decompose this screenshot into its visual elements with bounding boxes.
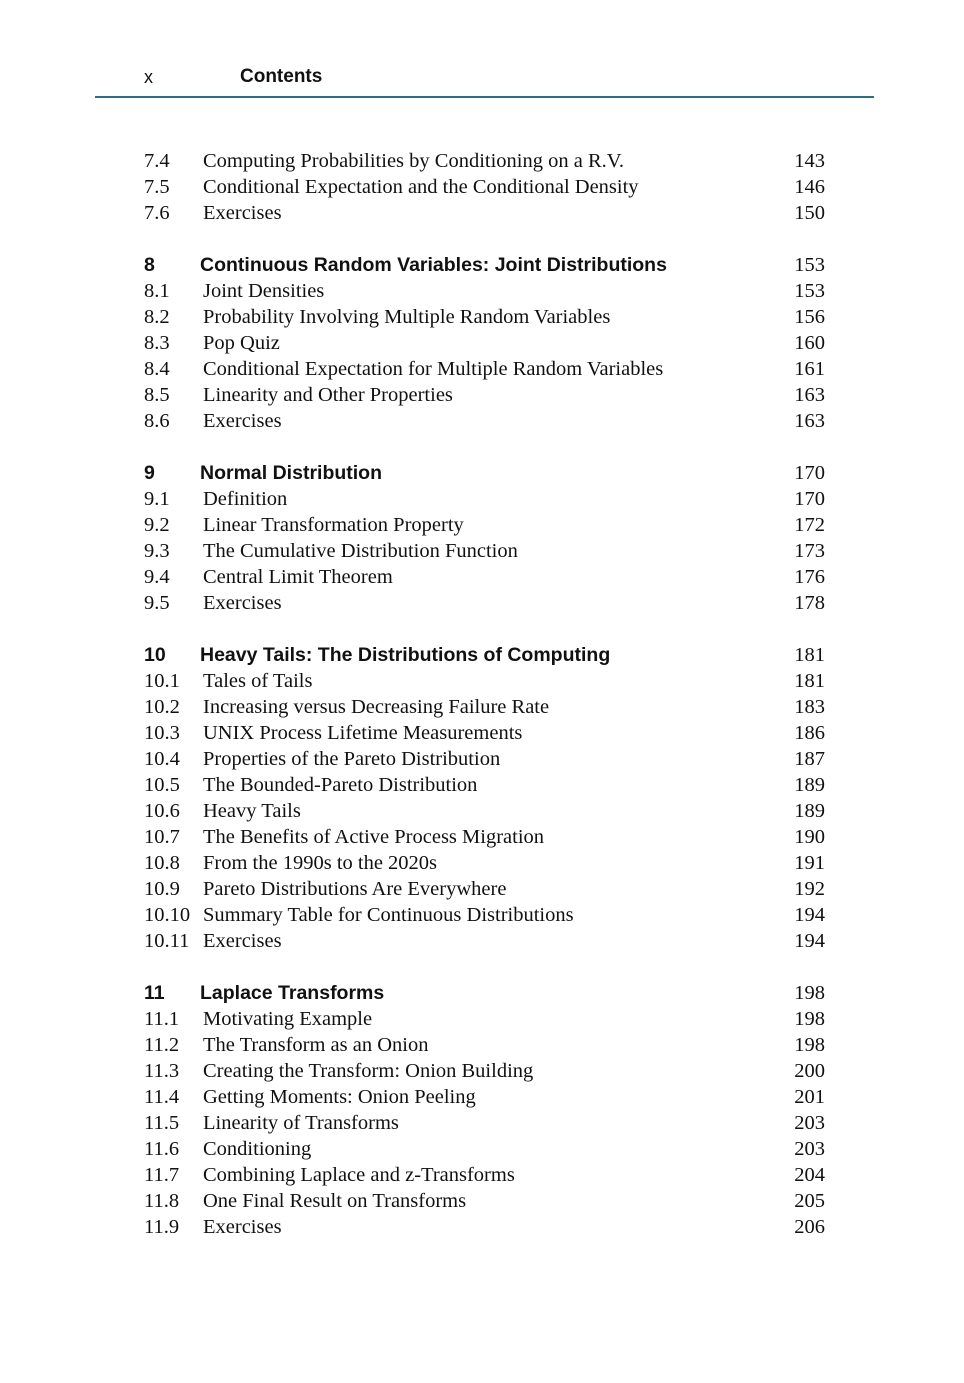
toc-entry-page: 203 — [794, 1112, 825, 1134]
toc-entry-number: 7.5 — [144, 176, 170, 198]
toc-entry-title: Exercises — [203, 410, 282, 432]
toc-section-row[interactable] — [0, 486, 964, 512]
toc-entry-page: 153 — [794, 254, 825, 276]
toc-entry-page: 189 — [794, 800, 825, 822]
toc-entry-title: The Cumulative Distribution Function — [203, 540, 518, 562]
toc-entry-number: 8 — [144, 254, 155, 276]
toc-chapter-row[interactable] — [0, 252, 964, 278]
toc-entry-title: Definition — [203, 488, 288, 510]
toc-entry-title: Exercises — [203, 1216, 282, 1238]
section-gap — [0, 616, 964, 642]
toc-entry-title: From the 1990s to the 2020s — [203, 852, 438, 874]
toc-entry-page: 176 — [794, 566, 825, 588]
toc-entry-page: 163 — [794, 410, 825, 432]
toc-section-row[interactable] — [0, 356, 964, 382]
toc-entry-title: Linearity and Other Properties — [203, 384, 453, 406]
toc-entry-number: 11 — [144, 982, 165, 1004]
toc-entry-page: 192 — [794, 878, 825, 900]
toc-section-row[interactable] — [0, 174, 964, 200]
toc-entry-number: 8.4 — [144, 358, 170, 380]
toc-section-row[interactable] — [0, 1214, 964, 1240]
toc-section-row[interactable] — [0, 694, 964, 720]
toc-section-row[interactable] — [0, 850, 964, 876]
section-gap — [0, 226, 964, 252]
toc-entry-page: 143 — [794, 150, 825, 172]
toc-entry-title: Conditioning — [203, 1138, 312, 1160]
toc-chapter-row[interactable] — [0, 460, 964, 486]
toc-entry-page: 194 — [794, 930, 825, 952]
toc-entry-number: 10.4 — [144, 748, 180, 770]
toc-section-row[interactable] — [0, 1110, 964, 1136]
toc-entry-page: 201 — [794, 1086, 825, 1108]
toc-entry-number: 8.6 — [144, 410, 170, 432]
toc-entry-page: 170 — [794, 488, 825, 510]
toc-entry-number: 8.3 — [144, 332, 170, 354]
toc-section-row[interactable] — [0, 304, 964, 330]
toc-section-row[interactable] — [0, 720, 964, 746]
toc-entry-number: 10.10 — [144, 904, 191, 926]
toc-entry-number: 11.8 — [144, 1190, 180, 1212]
toc-section-row[interactable] — [0, 148, 964, 174]
toc-entry-number: 10.3 — [144, 722, 180, 744]
toc-entry-number: 11.3 — [144, 1060, 180, 1082]
toc-entry-page: 156 — [794, 306, 825, 328]
toc-chapter-row[interactable] — [0, 642, 964, 668]
toc-section-row[interactable] — [0, 1136, 964, 1162]
toc-entry-title: Laplace Transforms — [200, 982, 385, 1004]
toc-entry-page: 191 — [794, 852, 825, 874]
toc-section-row[interactable] — [0, 1058, 964, 1084]
toc-entry-title: Central Limit Theorem — [203, 566, 393, 588]
toc-entry-page: 150 — [794, 202, 825, 224]
toc-entry-page: 170 — [794, 462, 825, 484]
section-gap — [0, 954, 964, 980]
toc-section-row[interactable] — [0, 200, 964, 226]
toc-section-row[interactable] — [0, 902, 964, 928]
toc-entry-number: 9.4 — [144, 566, 170, 588]
toc-entry-number: 11.5 — [144, 1112, 180, 1134]
toc-section-row[interactable] — [0, 798, 964, 824]
toc-entry-number: 9.1 — [144, 488, 170, 510]
toc-entry-number: 7.6 — [144, 202, 170, 224]
page-header — [0, 0, 964, 100]
toc-section-row[interactable] — [0, 408, 964, 434]
toc-entry-number: 10.2 — [144, 696, 180, 718]
toc-entry-title: Joint Densities — [203, 280, 325, 302]
toc-entry-number: 11.2 — [144, 1034, 180, 1056]
toc-entry-number: 8.5 — [144, 384, 170, 406]
toc-entry-title: Summary Table for Continuous Distributions — [203, 904, 574, 926]
toc-entry-title: Conditional Expectation and the Conditional Density — [203, 176, 639, 198]
toc-section-row[interactable] — [0, 538, 964, 564]
toc-entry-number: 9 — [144, 462, 155, 484]
toc-entry-page: 173 — [794, 540, 825, 562]
toc-entry-number: 9.5 — [144, 592, 170, 614]
toc-entry-page: 186 — [794, 722, 825, 744]
toc-section-row[interactable] — [0, 928, 964, 954]
toc-entry-page: 200 — [794, 1060, 825, 1082]
toc-entry-page: 183 — [794, 696, 825, 718]
toc-entry-title: Linearity of Transforms — [203, 1112, 399, 1134]
toc-entry-number: 10.7 — [144, 826, 180, 848]
toc-entry-number: 10 — [144, 644, 166, 666]
table-of-contents — [0, 148, 964, 1240]
toc-entry-number: 10.9 — [144, 878, 180, 900]
toc-section-row[interactable] — [0, 1084, 964, 1110]
toc-entry-page: 189 — [794, 774, 825, 796]
toc-section-row[interactable] — [0, 772, 964, 798]
toc-entry-page: 205 — [794, 1190, 825, 1212]
toc-section-row[interactable] — [0, 668, 964, 694]
toc-entry-page: 206 — [794, 1216, 825, 1238]
toc-entry-title: Combining Laplace and z-Transforms — [203, 1164, 515, 1186]
toc-entry-page: 204 — [794, 1164, 825, 1186]
toc-entry-title: Heavy Tails — [203, 800, 301, 822]
toc-entry-page: 181 — [794, 670, 825, 692]
toc-entry-title: The Transform as an Onion — [203, 1034, 429, 1056]
toc-entry-title: Pareto Distributions Are Everywhere — [203, 878, 507, 900]
toc-section-row[interactable] — [0, 564, 964, 590]
toc-entry-title: Creating the Transform: Onion Building — [203, 1060, 534, 1082]
toc-section-row[interactable] — [0, 746, 964, 772]
running-title: Contents — [240, 66, 323, 87]
toc-entry-page: 203 — [794, 1138, 825, 1160]
toc-entry-title: One Final Result on Transforms — [203, 1190, 467, 1212]
toc-entry-page: 161 — [794, 358, 825, 380]
toc-entry-title: Motivating Example — [203, 1008, 373, 1030]
toc-section-row[interactable] — [0, 876, 964, 902]
toc-entry-number: 10.1 — [144, 670, 180, 692]
toc-section-row[interactable] — [0, 512, 964, 538]
toc-entry-number: 10.11 — [144, 930, 190, 952]
toc-entry-number: 10.8 — [144, 852, 180, 874]
toc-entry-number: 10.5 — [144, 774, 180, 796]
toc-entry-number: 8.1 — [144, 280, 170, 302]
toc-entry-title: The Bounded-Pareto Distribution — [203, 774, 478, 796]
toc-entry-title: Linear Transformation Property — [203, 514, 464, 536]
toc-section-row[interactable] — [0, 330, 964, 356]
toc-section-row[interactable] — [0, 1162, 964, 1188]
toc-entry-page: 160 — [794, 332, 825, 354]
toc-entry-page: 163 — [794, 384, 825, 406]
toc-entry-number: 8.2 — [144, 306, 170, 328]
toc-entry-number: 11.1 — [144, 1008, 180, 1030]
toc-entry-title: Heavy Tails: The Distributions of Computing — [200, 644, 611, 666]
toc-entry-title: Exercises — [203, 202, 282, 224]
toc-entry-number: 11.6 — [144, 1138, 180, 1160]
toc-entry-page: 198 — [794, 982, 825, 1004]
toc-entry-number: 7.4 — [144, 150, 170, 172]
toc-entry-page: 190 — [794, 826, 825, 848]
toc-entry-title: Continuous Random Variables: Joint Distributions — [200, 254, 667, 276]
toc-section-row[interactable] — [0, 824, 964, 850]
toc-entry-title: Probability Involving Multiple Random Variables — [203, 306, 611, 328]
toc-entry-page: 194 — [794, 904, 825, 926]
toc-entry-page: 181 — [794, 644, 825, 666]
toc-entry-title: Exercises — [203, 592, 282, 614]
toc-entry-number: 9.2 — [144, 514, 170, 536]
toc-chapter-row[interactable] — [0, 980, 964, 1006]
toc-entry-page: 172 — [794, 514, 825, 536]
toc-entry-title: The Benefits of Active Process Migration — [203, 826, 545, 848]
toc-entry-title: Getting Moments: Onion Peeling — [203, 1086, 476, 1108]
toc-entry-number: 11.7 — [144, 1164, 180, 1186]
toc-entry-title: Properties of the Pareto Distribution — [203, 748, 501, 770]
toc-entry-title: Pop Quiz — [203, 332, 280, 354]
toc-entry-title: Normal Distribution — [200, 462, 383, 484]
toc-entry-page: 198 — [794, 1008, 825, 1030]
toc-entry-title: UNIX Process Lifetime Measurements — [203, 722, 523, 744]
page-number: x — [144, 67, 153, 87]
toc-entry-number: 10.6 — [144, 800, 180, 822]
toc-entry-title: Computing Probabilities by Conditioning on a R.V. — [203, 150, 625, 172]
toc-entry-page: 178 — [794, 592, 825, 614]
toc-entry-page: 153 — [794, 280, 825, 302]
toc-entry-page: 146 — [794, 176, 825, 198]
toc-entry-number: 11.9 — [144, 1216, 180, 1238]
section-gap — [0, 434, 964, 460]
header-rule — [95, 96, 874, 98]
toc-section-row[interactable] — [0, 382, 964, 408]
toc-entry-title: Exercises — [203, 930, 282, 952]
toc-entry-page: 187 — [794, 748, 825, 770]
toc-section-row[interactable] — [0, 1188, 964, 1214]
toc-entry-title: Conditional Expectation for Multiple Random Variables — [203, 358, 664, 380]
toc-section-row[interactable] — [0, 590, 964, 616]
toc-section-row[interactable] — [0, 1006, 964, 1032]
toc-entry-number: 11.4 — [144, 1086, 180, 1108]
toc-section-row[interactable] — [0, 1032, 964, 1058]
toc-section-row[interactable] — [0, 278, 964, 304]
toc-entry-page: 198 — [794, 1034, 825, 1056]
toc-entry-number: 9.3 — [144, 540, 170, 562]
toc-entry-title: Increasing versus Decreasing Failure Rate — [203, 696, 550, 718]
toc-entry-title: Tales of Tails — [203, 670, 313, 692]
